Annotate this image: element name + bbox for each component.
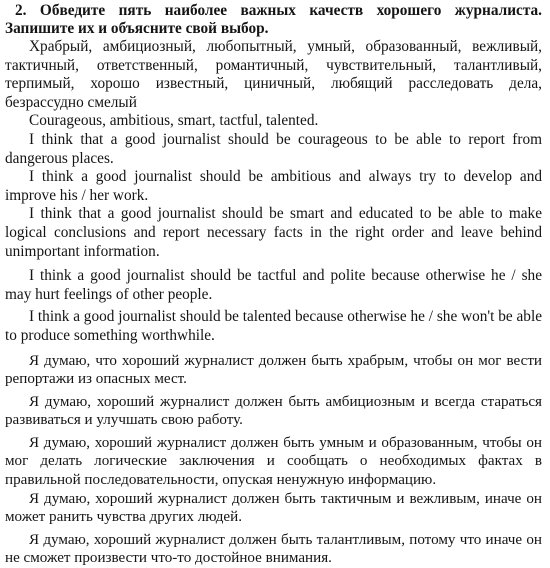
english-sentence-3: I think that a good journalist should be smart and educated to be able to make logical conclusions and report necessary facts in the right order and leave behind unimportant information. bbox=[5, 205, 542, 260]
russian-sentence-5: Я думаю, хороший журналист должен быть талантливым, потому что иначе он не сможет произвести что-то достойное внимания. bbox=[5, 531, 542, 567]
task-number: 2. bbox=[15, 2, 27, 19]
russian-sentence-2: Я думаю, хороший журналист должен быть амбициозным и всегда стараться развиваться и улучшать свою работу. bbox=[5, 393, 542, 429]
russian-sentence-3: Я думаю, хороший журналист должен быть умным и образованным, чтобы он мог делать логические заключения и сообщать о необходимых фактах в правильной последовательности, опуская ненужную информацию. bbox=[5, 434, 542, 489]
word-list-paragraph: Храбрый, амбициозный, любопытный, умный, образованный, вежливый, тактичный, ответственный, романтичный, чувствительный, талантливый, терпимый, хорошо известный, циничный, любящий расследовать дела, безрассудно смелый bbox=[5, 38, 542, 111]
english-sentence-2: I think a good journalist should be ambitious and always try to develop and improve his / her work. bbox=[5, 168, 542, 204]
english-sentence-5: I think a good journalist should be talented because otherwise he / she won't be able to produce something worthwhile. bbox=[5, 308, 542, 344]
english-sentence-4: I think a good journalist should be tactful and polite because otherwise he / she may hurt feelings of other people. bbox=[5, 267, 542, 303]
task-heading bbox=[5, 2, 542, 38]
russian-sentence-4: Я думаю, хороший журналист должен быть тактичным и вежливым, иначе он может ранить чувства других людей. bbox=[5, 490, 542, 526]
english-sentence-1: I think that a good journalist should be courageous to be able to report from dangerous places. bbox=[5, 130, 542, 167]
russian-sentence-1: Я думаю, что хороший журналист должен быть храбрым, чтобы он мог вести репортажи из опасных мест. bbox=[5, 352, 542, 388]
chosen-qualities: Courageous, ambitious, smart, tactful, talented. bbox=[29, 112, 319, 130]
task-title-text: Обведите пять наиболее важных качеств хорошего журналиста. Запишите их и объясните свой выбор. bbox=[5, 2, 542, 37]
